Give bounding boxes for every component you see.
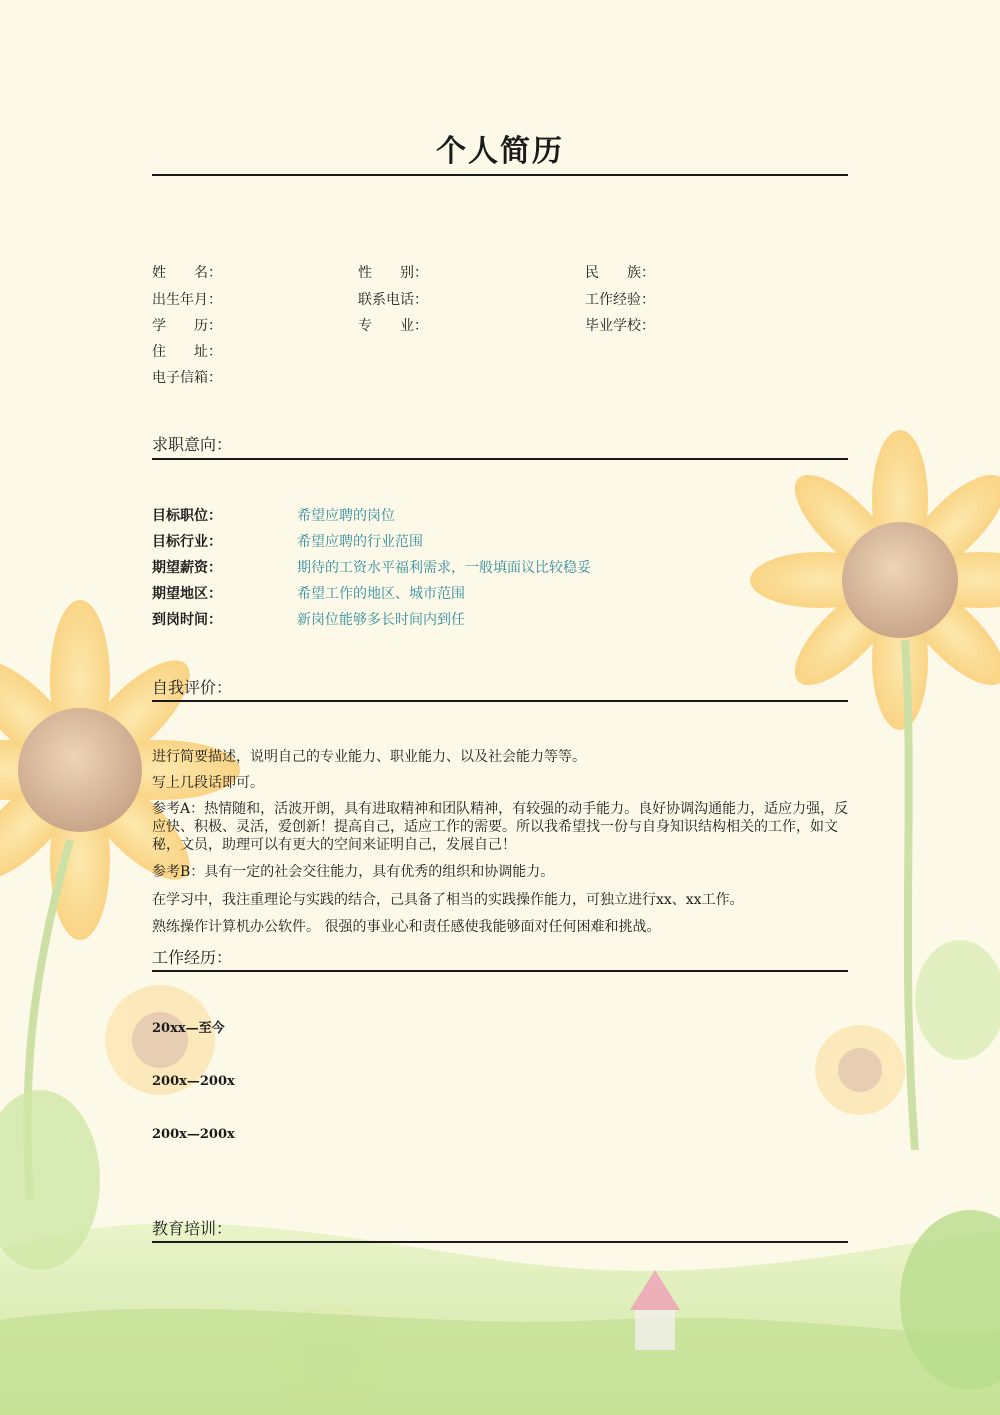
education-divider [152, 1241, 848, 1243]
self-evaluation-paragraph: 进行简要描述，说明自己的专业能力、职业能力、以及社会能力等等。 [152, 749, 586, 765]
goal-value: 希望工作的地区、城市范围 [297, 586, 465, 602]
goal-value: 新岗位能够多长时间内到任 [297, 612, 465, 628]
self-evaluation-paragraph: 参考B：具有一定的社会交往能力，具有优秀的组织和协调能力。 [152, 864, 555, 880]
education-heading: 教育培训： [152, 1219, 233, 1238]
self-evaluation-paragraph: 写上几段话即可。 [152, 775, 264, 791]
work-period: 20xx—至今 [152, 1021, 225, 1036]
job-intention-heading: 求职意向： [152, 435, 233, 454]
work-experience-heading: 工作经历： [152, 948, 233, 967]
title-divider [152, 174, 848, 176]
goal-value: 希望应聘的行业范围 [297, 534, 423, 550]
ethnicity-label: 民 族： [585, 265, 655, 281]
job-intention-divider [152, 458, 848, 460]
phone-label: 联系电话： [358, 292, 428, 308]
page-title: 个人简历 [436, 134, 564, 169]
work-experience-divider [152, 970, 848, 972]
self-evaluation-heading: 自我评价： [152, 678, 233, 697]
self-evaluation-paragraph: 参考A：热情随和，活波开朗，具有进取精神和团队精神，有较强的动手能力。良好协调沟通能力，适应力强，反应快、积极、灵活，爱创新！提高自己，适应工作的需要。所以我希望找一份与自身知识结构相关的工作，如文秘，文员，助理可以有更大的空间来证明自己，发展自己！ [152, 801, 849, 853]
work-period: 200x—200x [152, 1127, 235, 1142]
address-label: 住 址： [152, 344, 222, 360]
goal-label: 期望地区： [152, 586, 222, 602]
work-period: 200x—200x [152, 1074, 235, 1089]
goal-label: 到岗时间： [152, 612, 222, 628]
goal-label: 目标行业： [152, 534, 222, 550]
school-label: 毕业学校： [585, 318, 655, 334]
birth-label: 出生年月： [152, 292, 222, 308]
major-label: 专 业： [358, 318, 428, 334]
self-evaluation-divider [152, 700, 848, 702]
goal-label: 目标职位： [152, 508, 222, 524]
goal-value: 希望应聘的岗位 [297, 508, 395, 524]
education-label: 学 历： [152, 318, 222, 334]
self-evaluation-paragraph: 熟练操作计算机办公软件。 很强的事业心和责任感使我能够面对任何困难和挑战。 [152, 919, 661, 935]
gender-label: 性 别： [358, 265, 428, 281]
name-label: 姓 名： [152, 265, 222, 281]
self-evaluation-paragraph: 在学习中，我注重理论与实践的结合，己具备了相当的实践操作能力，可独立进行xx、xx工作。 [152, 892, 744, 908]
experience-label: 工作经验： [585, 292, 655, 308]
email-label: 电子信箱： [152, 370, 222, 386]
goal-value: 期待的工资水平福利需求，一般填面议比较稳妥 [297, 560, 591, 576]
goal-label: 期望薪资： [152, 560, 222, 576]
